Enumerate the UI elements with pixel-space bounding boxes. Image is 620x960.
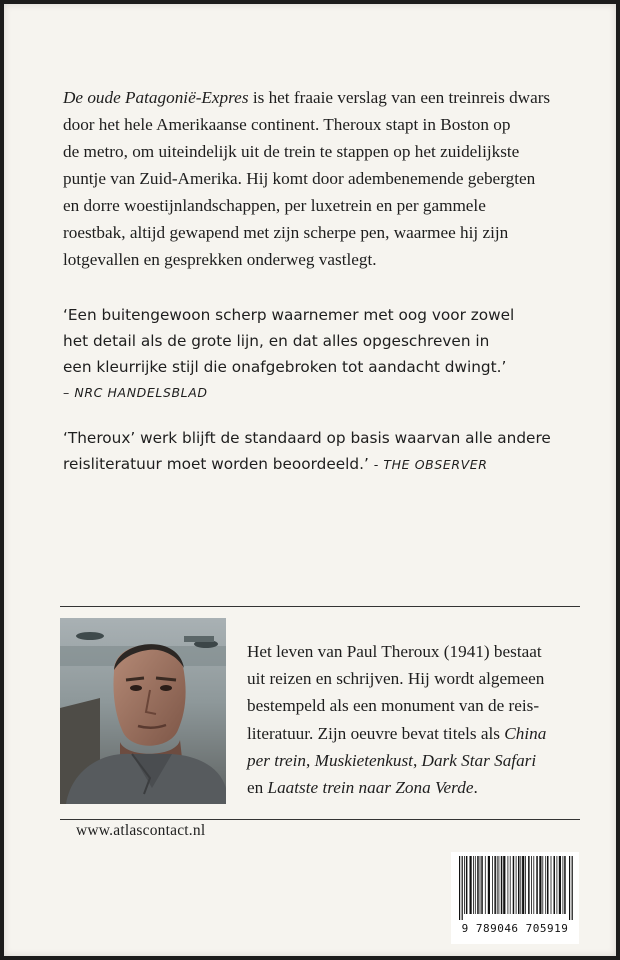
- quote-line: ‘Theroux’ werk blijft de standaard op basis waarvan alle andere: [63, 429, 551, 447]
- barcode-bar: [518, 856, 520, 914]
- isbn-number: 9 789046 705919: [461, 922, 569, 935]
- bio-line: en Laatste trein naar Zona Verde.: [247, 778, 478, 798]
- isbn-barcode: [451, 852, 579, 944]
- publisher-url[interactable]: www.atlascontact.nl: [76, 822, 206, 839]
- book-back-cover: [4, 4, 616, 956]
- barcode-bar: [492, 856, 493, 914]
- barcode-bar: [516, 856, 517, 914]
- quote-line: een kleurrijke stijl die onafgebroken tot aandacht dwingt.’: [63, 358, 507, 376]
- barcode-bar: [501, 856, 503, 914]
- barcode-bar: [473, 856, 474, 914]
- synopsis-line: puntje van Zuid-Amerika. Hij komt door adembenemende gebergten: [63, 169, 536, 188]
- synopsis-line: De oude Patagonië-Expres is het fraaie verslag van een treinreis dwars: [63, 88, 551, 107]
- barcode-bar: [520, 856, 521, 914]
- quote-line: het detail als de grote lijn, en dat alles opgeschreven in: [63, 332, 490, 350]
- barcode-guard-bar: [459, 856, 460, 920]
- synopsis-line: de metro, om uiteindelijk uit de trein te stappen op het zuidelijkste: [63, 142, 520, 161]
- quote-attribution: - THE OBSERVER: [373, 457, 488, 472]
- author-photo: [60, 618, 226, 804]
- review-quote-nrc: [63, 302, 583, 406]
- barcode-bar: [564, 856, 566, 914]
- barcode-bar: [513, 856, 515, 914]
- bio-line: per trein, Muskietenkust, Dark Star Safari: [247, 750, 537, 770]
- barcode-guard-bar: [569, 856, 570, 920]
- barcode-bar: [503, 856, 505, 914]
- book-title-china-cont: per trein: [247, 750, 307, 770]
- divider-top: [60, 606, 580, 607]
- barcode-bar: [551, 856, 552, 914]
- divider-bottom: [60, 819, 580, 820]
- barcode-bar: [528, 856, 530, 914]
- barcode-bar: [499, 856, 500, 914]
- barcode-bar: [485, 856, 486, 914]
- barcode-bar: [480, 856, 481, 914]
- book-title: De oude Patagonië-Expres: [63, 88, 249, 107]
- barcode-bar: [563, 856, 564, 914]
- barcode-bar: [557, 856, 558, 914]
- quote-line: reisliteratuur moet worden beoordeeld.’ - THE OBSERVER: [63, 455, 488, 473]
- bio-line: uit reizen en schrijven. Hij wordt algemeen: [247, 669, 545, 689]
- synopsis-paragraph: [63, 84, 583, 273]
- book-title-china: China: [504, 723, 547, 743]
- bio-line: literatuur. Zijn oeuvre bevat titels als China: [247, 723, 547, 743]
- book-title-laatste-trein: Laatste trein naar Zona Verde: [267, 778, 474, 798]
- barcode-bar: [475, 856, 476, 914]
- barcode-bars: [451, 852, 579, 922]
- barcode-bar: [547, 856, 549, 914]
- synopsis-line: lotgevallen en gesprekken onderweg vastlegt.: [63, 250, 377, 269]
- author-portrait-illustration: [60, 618, 226, 804]
- barcode-guard-bar: [462, 856, 463, 920]
- quote-line: ‘Een buitengewoon scherp waarnemer met oog voor zowel: [63, 306, 515, 324]
- barcode-bar: [539, 856, 541, 914]
- barcode-bar: [536, 856, 538, 914]
- barcode-bar: [554, 856, 556, 914]
- barcode-bar: [522, 856, 524, 914]
- barcode-bar: [510, 856, 511, 914]
- author-bio: [247, 638, 587, 801]
- book-title-muskietenkust: Muskietenkust: [314, 750, 413, 770]
- barcode-bar: [559, 856, 561, 914]
- barcode-bar: [470, 856, 472, 914]
- barcode-bar: [531, 856, 532, 914]
- barcode-guard-bar: [572, 856, 573, 920]
- book-title-dark-star-safari: Dark Star Safari: [421, 750, 537, 770]
- barcode-bar: [488, 856, 490, 914]
- barcode-bar: [466, 856, 468, 914]
- bio-line: bestempeld als een monument van de reis-: [247, 696, 540, 716]
- quote-attribution: – NRC HANDELSBLAD: [63, 385, 208, 400]
- synopsis-line: door het hele Amerikaanse continent. Theroux stapt in Boston op: [63, 115, 511, 134]
- synopsis-line: roestbak, altijd gewapend met zijn scherpe pen, waarmee hij zijn: [63, 223, 509, 242]
- barcode-bar: [477, 856, 479, 914]
- barcode-bar: [464, 856, 465, 914]
- barcode-bar: [497, 856, 498, 914]
- barcode-bar: [481, 856, 483, 914]
- review-quote-observer: [63, 425, 583, 478]
- barcode-bar: [525, 856, 526, 914]
- barcode-bar: [545, 856, 546, 914]
- barcode-bar: [494, 856, 496, 914]
- bio-line: Het leven van Paul Theroux (1941) bestaat: [247, 642, 542, 661]
- barcode-bar: [542, 856, 543, 914]
- synopsis-line: en dorre woestijnlandschappen, per luxetrein en per gammele: [63, 196, 486, 215]
- barcode-bar: [508, 856, 509, 914]
- barcode-bar: [533, 856, 534, 914]
